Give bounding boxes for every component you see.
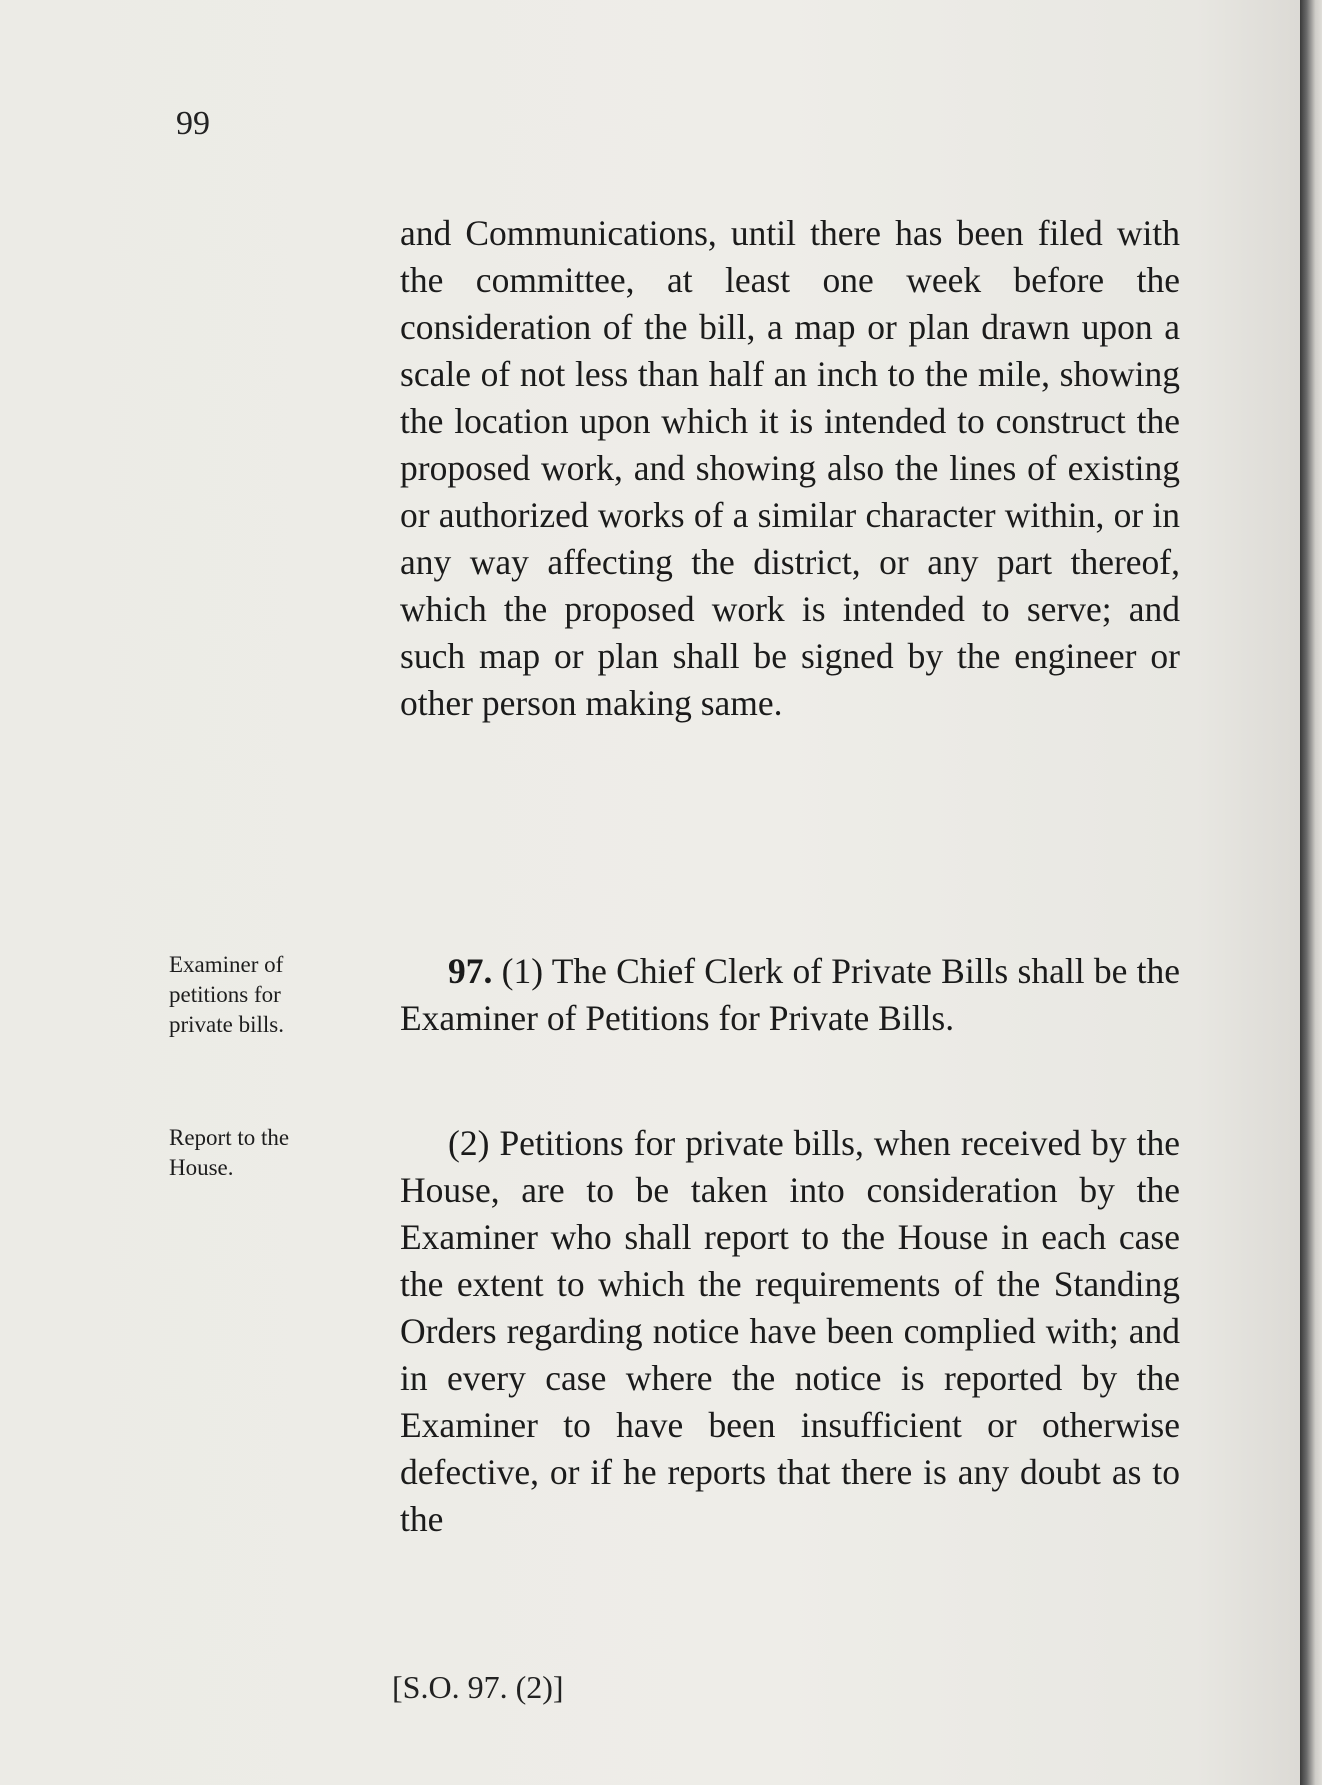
- section-number: 97.: [448, 951, 493, 991]
- margin-note-examiner: Examiner of petitions for private bills.: [169, 952, 284, 1037]
- book-binding-edge: [1300, 0, 1322, 1785]
- subsection-2-text: (2) Petitions for private bills, when received by the House, are to be taken into consideration by the Examiner who shall report to the House in each case the extent to which the requirements of the Standing Orders regarding notice have been complied with; and in every case where the notice is reported by the Examiner to have been insufficient or otherwise defective, or if he reports that there is any doubt as to the: [400, 1123, 1180, 1539]
- page-number: 99: [176, 105, 210, 142]
- margin-note-report: Report to the House.: [169, 1125, 290, 1180]
- subsection-2-paragraph: [400, 1120, 1180, 1543]
- continuation-paragraph: and Communications, until there has been filed with the committee, at least one week before the consideration of the bill, a map or plan drawn upon a scale of not less than half an inch to the mile, showing the location upon which it is intended to construct the proposed work, and showing also the lines of existing or authorized works of a similar character within, or in any way affecting the district, or any part thereof, which the proposed work is intended to serve; and such map or plan shall be signed by the engineer or other person making same.: [400, 213, 1180, 723]
- section-97-text: (1) The Chief Clerk of Private Bills shall be the Examiner of Petitions for Private Bills.: [400, 951, 1180, 1038]
- standing-order-reference: [S.O. 97. (2)]: [392, 1669, 564, 1705]
- section-97-paragraph: [400, 948, 1180, 1042]
